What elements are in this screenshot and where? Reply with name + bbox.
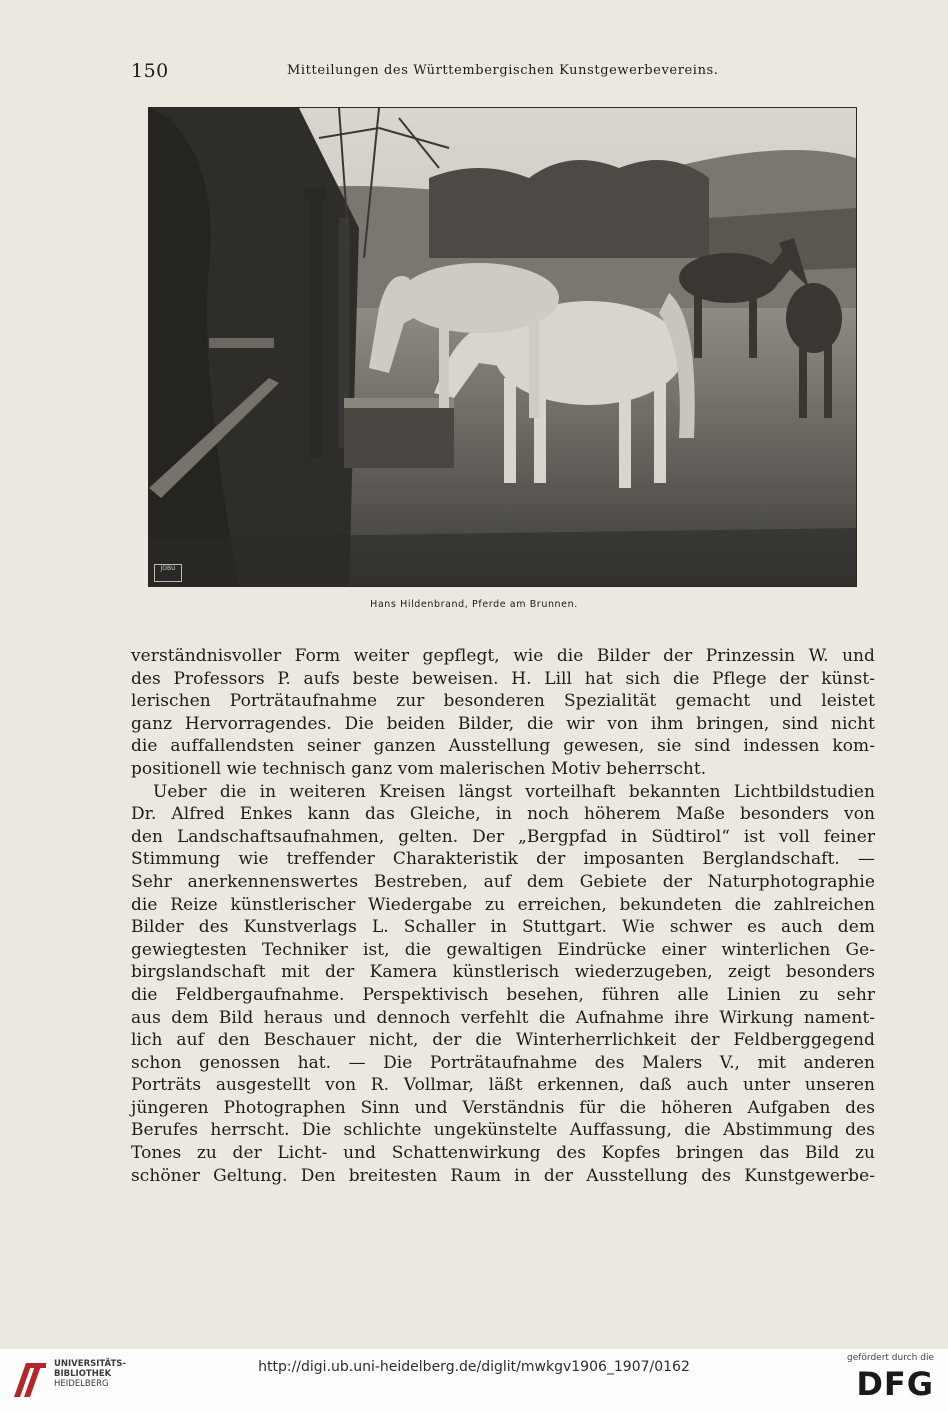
text-line: Sehr anerkennenswertes Bestreben, auf dem Gebiete der Naturphotographie [131,871,875,892]
text-line: die Feldbergaufnahme. Perspektivisch besehen, führen alle Linien zu sehr [131,984,875,1005]
text-line: schöner Geltung. Den breitesten Raum in der Ausstellung des Kunstgewerbe- [131,1165,875,1186]
text-line: verständnisvoller Form weiter gepflegt, wie die Bilder der Prinzessin W. und [131,646,875,666]
journal-title: Mitteilungen des Württembergischen Kunstgewerbevereins. [287,63,719,78]
text-line: jüngeren Photographen Sinn und Verständnis für die höheren Aufgaben des [131,1097,875,1118]
text-line: Tones zu der Licht- und Schattenwirkung des Kopfes bringen das Bild zu [131,1143,875,1164]
text-line: aus dem Bild heraus und dennoch verfehlt die Aufnahme ihre Wirkung nament- [131,1007,875,1028]
text-line: die auffallendsten seiner ganzen Ausstellung gewesen, sie sind indessen kom- [131,736,875,757]
photographer-stamp: JOBU [154,564,182,582]
text-line: Berufes herrscht. Die schlichte ungekünstelte Auffassung, die Abstimmung des [131,1120,875,1141]
text-line: den Landschaftsaufnahmen, gelten. Der „Bergpfad in Südtirol“ ist voll feiner [131,826,875,847]
page-number: 150 [131,60,169,82]
figure-caption: Hans Hildenbrand, Pferde am Brunnen. [370,599,578,610]
text-line: Dr. Alfred Enkes kann das Gleiche, in noch höherem Maße besonders von [131,804,875,825]
permalink-url[interactable]: http://digi.ub.uni-heidelberg.de/diglit/mwkgv1906_1907/0162 [258,1359,690,1375]
text-line: Ueber die in weiteren Kreisen längst vorteilhaft bekannten Lichtbildstudien [153,781,875,802]
text-line: Porträts ausgestellt von R. Vollmar, läßt erkennen, daß auch unter unseren [131,1075,875,1096]
text-line: Bilder des Kunstverlags L. Schaller in Stuttgart. Wie schwer es auch dem [131,917,875,938]
text-line: Stimmung wie treffender Charakteristik der imposanten Berglandschaft. — [131,849,875,870]
paragraph-1 [131,645,875,781]
text-line: die Reize künstlerischer Wiedergabe zu erreichen, bekundeten die zahlreichen [131,894,875,915]
photograph-horses-at-fountain [148,107,857,587]
body-text [131,645,875,1187]
library-name-line: UNIVERSITÄTS- [54,1359,126,1369]
text-line: gewiegtesten Techniker ist, die gewaltigen Eindrücke einer winterlichen Ge- [131,939,875,960]
footer-bar [0,1349,948,1411]
text-line: birgslandschaft mit der Kamera künstlerisch wiederzugeben, zeigt besonders [131,962,875,983]
photo-illustration [149,108,856,586]
text-line: positionell wie technisch ganz vom malerischen Motiv beherrscht. [131,758,707,779]
running-head [0,60,948,84]
dfg-logo: DFG [856,1365,934,1403]
text-line: lich auf den Beschauer nicht, der die Winterherrlichkeit der Feldberggegend [131,1030,875,1051]
text-line: schon genossen hat. — Die Porträtaufnahme des Malers V., mit anderen [131,1052,875,1073]
paragraph-2 [131,781,875,1188]
sponsor-label: gefördert durch die [847,1353,934,1363]
text-line: des Professors P. aufs beste beweisen. H. Lill hat sich die Pflege der künst- [131,668,875,689]
library-name-line: HEIDELBERG [54,1379,109,1389]
text-line: ganz Hervorragendes. Die beiden Bilder, die wir von ihm bringen, sind nicht [131,713,875,734]
library-name-line: BIBLIOTHEK [54,1369,112,1379]
text-line: lerischen Porträtaufnahme zur besonderen Spezialität gemacht und leistet [131,691,875,712]
